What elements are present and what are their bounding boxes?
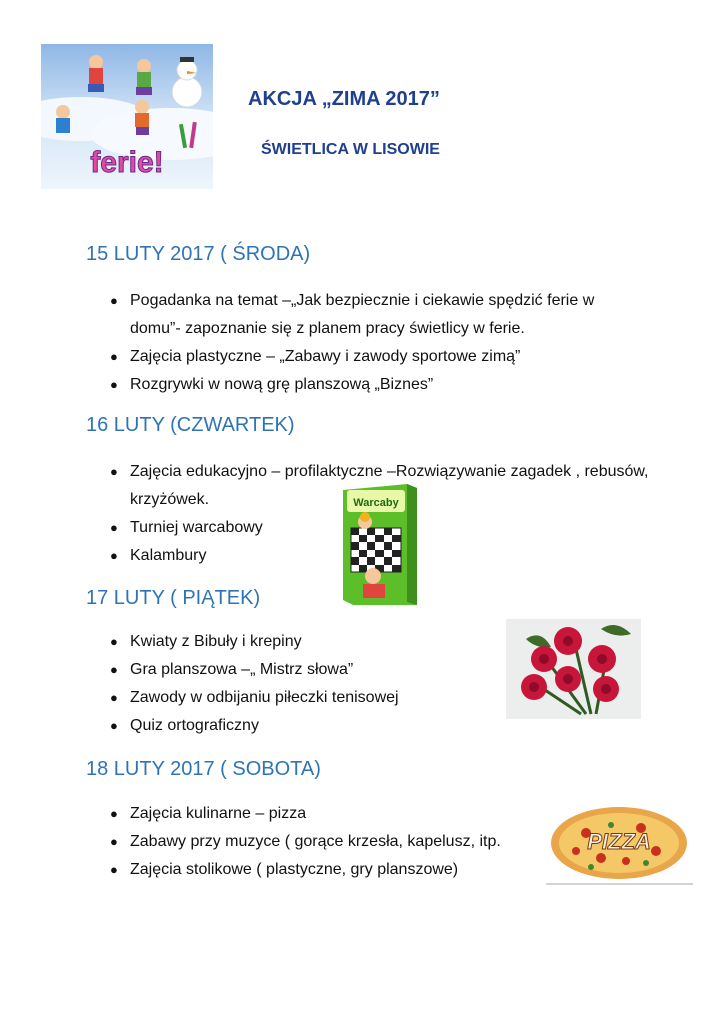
list-item: ● Kalambury (107, 542, 637, 570)
day-list-4 (107, 800, 547, 884)
bullet-icon: ● (110, 464, 118, 479)
bullet-icon: ● (110, 662, 118, 677)
winter-image-text: ferie! (90, 146, 164, 179)
bullet-icon: ● (110, 520, 118, 535)
list-item: ● Zawody w odbijaniu piłeczki tenisowej (107, 684, 507, 712)
list-item: ● Zajęcia stolikowe ( plastyczne, gry planszowe) (107, 856, 547, 884)
checkers-box-label: Warcaby (353, 497, 399, 509)
day-list-3 (107, 628, 507, 740)
bullet-icon: ● (110, 806, 118, 821)
list-item: ● Rozgrywki w nową grę planszową „Biznes” (107, 371, 647, 399)
bullet-icon: ● (110, 862, 118, 877)
bullet-icon: ● (110, 548, 118, 563)
bullet-icon: ● (110, 293, 118, 308)
list-item: ● Quiz ortograficzny (107, 712, 507, 740)
day-heading-2: 16 LUTY (CZWARTEK) (86, 414, 295, 436)
list-item: ● Pogadanka na temat –„Jak bezpiecznie i ciekawie spędzić ferie w domu”- zapoznanie się z planem pracy świetlicy w ferie. (107, 287, 647, 343)
checkers-game-image (343, 484, 417, 605)
winter-ferie-image (41, 44, 213, 189)
day-heading-3: 17 LUTY ( PIĄTEK) (86, 587, 261, 609)
day-heading-1: 15 LUTY 2017 ( ŚRODA) (86, 243, 311, 265)
list-item: ● Zabawy przy muzyce ( gorące krzesła, kapelusz, itp. (107, 828, 547, 856)
bullet-icon: ● (110, 377, 118, 392)
pizza-image (546, 803, 693, 888)
list-item: ● Gra planszowa –„ Mistrz słowa” (107, 656, 507, 684)
bullet-icon: ● (110, 349, 118, 364)
list-item: ● Zajęcia plastyczne – „Zabawy i zawody sportowe zimą” (107, 343, 647, 371)
bullet-icon: ● (110, 718, 118, 733)
day-heading-4: 18 LUTY 2017 ( SOBOTA) (86, 758, 321, 780)
list-item: ● Kwiaty z Bibuły i krepiny (107, 628, 507, 656)
list-item: ● Turniej warcabowy (107, 514, 637, 542)
roses-image (506, 619, 641, 719)
list-item: ● Zajęcia edukacyjno – profilaktyczne –Rozwiązywanie zagadek , rebusów, krzyżówek. (107, 458, 655, 514)
bullet-icon: ● (110, 834, 118, 849)
page-title: AKCJA „ZIMA 2017” (248, 88, 440, 110)
day-list-1 (107, 287, 647, 399)
bullet-icon: ● (110, 634, 118, 649)
page-subtitle: ŚWIETLICA W LISOWIE (261, 141, 440, 158)
pizza-label: PIZZA (587, 829, 651, 854)
bullet-icon: ● (110, 690, 118, 705)
list-item: ● Zajęcia kulinarne – pizza (107, 800, 547, 828)
